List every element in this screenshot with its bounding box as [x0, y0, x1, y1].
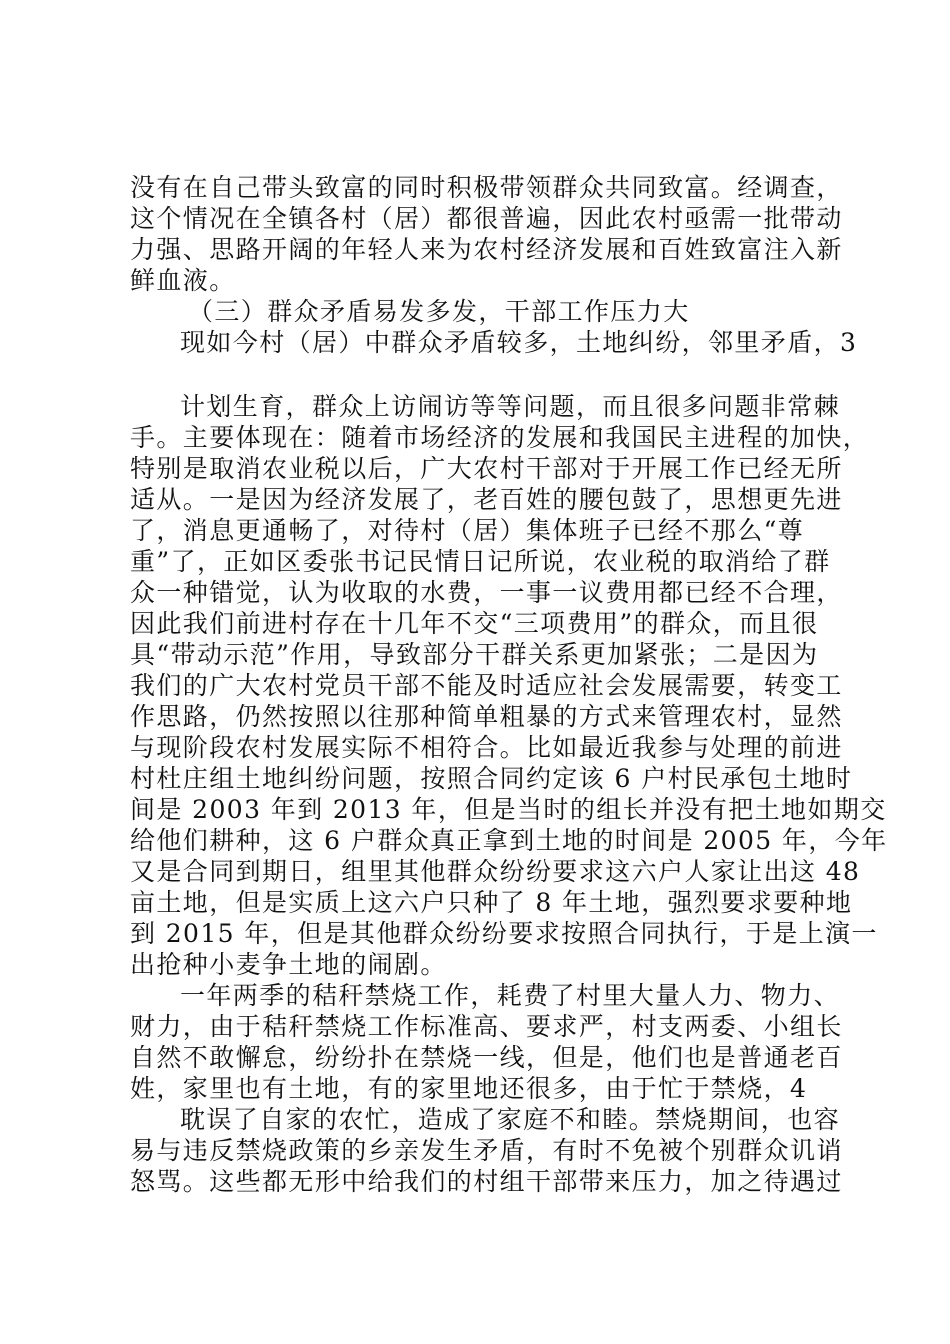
text-line: 间是 2003 年到 2013 年，但是当时的组长并没有把土地如期交	[130, 795, 887, 824]
text-line: 姓，家里也有土地，有的家里地还很多，由于忙于禁烧，4	[130, 1074, 808, 1103]
text-line: 怒骂。这些都无形中给我们的村组干部带来压力，加之待遇过	[130, 1167, 843, 1196]
text-line: 适从。一是因为经济发展了，老百姓的腰包鼓了，思想更先进	[130, 485, 843, 514]
text-line: 村杜庄组土地纠纷问题，按照合同约定该 6 户村民承包土地时	[130, 764, 853, 793]
text-line: 计划生育，群众上访闹访等等问题，而且很多问题非常棘	[180, 392, 841, 421]
text-line: 自然不敢懈怠，纷纷扑在禁烧一线，但是，他们也是普通老百	[130, 1043, 843, 1072]
text-line: 出抢种小麦争土地的闹剧。	[130, 950, 447, 979]
text-line: 与现阶段农村发展实际不相符合。比如最近我参与处理的前进	[130, 733, 843, 762]
text-line: 给他们耕种，这 6 户群众真正拿到土地的时间是 2005 年，今年	[130, 826, 888, 855]
text-line: 鲜血液。	[130, 266, 236, 295]
text-line: 特别是取消农业税以后，广大农村干部对于开展工作已经无所	[130, 454, 843, 483]
text-line: 亩土地，但是实质上这六户只种了 8 年土地，强烈要求要种地	[130, 888, 853, 917]
text-line: 没有在自己带头致富的同时积极带领群众共同致富。经调查，	[130, 173, 843, 202]
text-line: 作思路，仍然按照以往那种简单粗暴的方式来管理农村，显然	[130, 702, 843, 731]
text-line: 众一种错觉，认为收取的水费，一事一议费用都已经不合理，	[130, 578, 843, 607]
text-line: 现如今村（居）中群众矛盾较多，土地纠纷，邻里矛盾，3	[180, 328, 858, 357]
text-line: 力强、思路开阔的年轻人来为农村经济发展和百姓致富注入新	[130, 235, 843, 264]
text-line: 易与违反禁烧政策的乡亲发生矛盾，有时不免被个别群众讥诮	[130, 1136, 843, 1165]
text-line: 耽误了自家的农忙，造成了家庭不和睦。禁烧期间，也容	[180, 1105, 841, 1134]
text-line: 财力，由于秸秆禁烧工作标准高、要求严，村支两委、小组长	[130, 1012, 843, 1041]
text-line: 因此我们前进村存在十几年不交“三项费用”的群众，而且很	[130, 609, 819, 638]
text-line: 重”了，正如区委张书记民情日记所说，农业税的取消给了群	[130, 547, 831, 576]
text-line: 一年两季的秸秆禁烧工作，耗费了村里大量人力、物力、	[180, 981, 841, 1010]
text-line: 了，消息更通畅了，对待村（居）集体班子已经不那么“尊	[130, 516, 805, 545]
text-line: 到 2015 年，但是其他群众纷纷要求按照合同执行，于是上演一	[130, 919, 878, 948]
text-line: 又是合同到期日，组里其他群众纷纷要求这六户人家让出这 48	[130, 857, 861, 886]
text-line: 具“带动示范”作用，导致部分干群关系更加紧张；二是因为	[130, 640, 819, 669]
text-line: 我们的广大农村党员干部不能及时适应社会发展需要，转变工	[130, 671, 843, 700]
section-heading: （三）群众矛盾易发多发，干部工作压力大	[188, 297, 690, 326]
text-line: 手。主要体现在：随着市场经济的发展和我国民主进程的加快，	[130, 423, 870, 452]
text-line: 这个情况在全镇各村（居）都很普遍，因此农村亟需一批带动	[130, 204, 843, 233]
